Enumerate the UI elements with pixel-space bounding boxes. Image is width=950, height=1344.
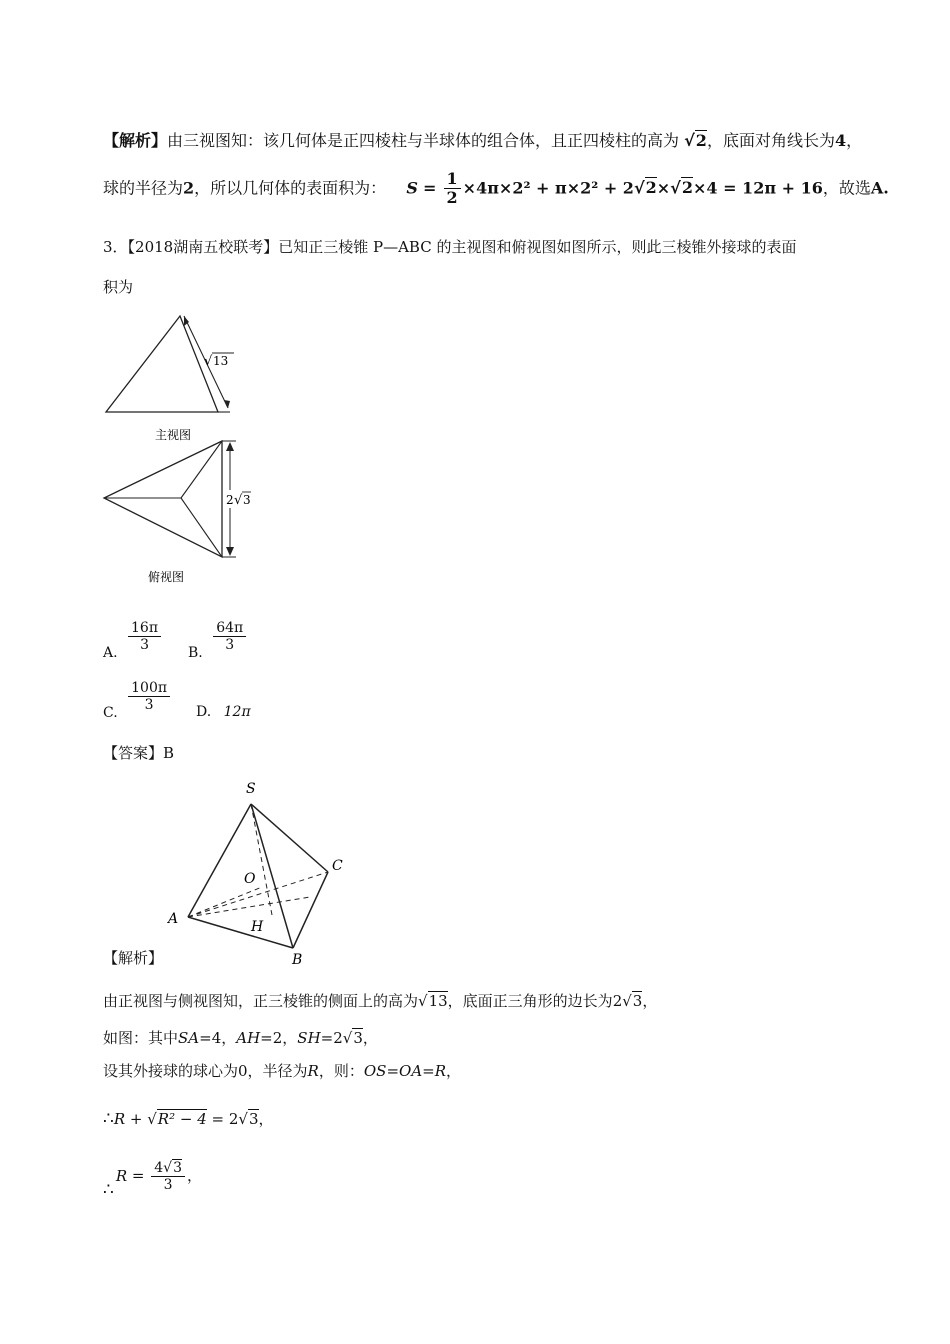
analysis1-text-d: 球的半径为 <box>103 178 184 198</box>
line2-sqrt3: 3 <box>353 1029 363 1047</box>
segment-ao <box>188 887 262 917</box>
top-view-edge-c <box>181 498 222 557</box>
front-view-caption: 主视图 <box>155 428 192 442</box>
sqrt-symbol: √ <box>163 1160 173 1176</box>
question3-source: 【2018湖南五校联考】 <box>127 238 279 256</box>
option-d-letter: D. <box>196 704 212 720</box>
option-a <box>103 620 163 661</box>
label-s: S <box>246 781 256 797</box>
analysis1-two: 2 <box>183 178 195 198</box>
therefore-symbol-1: ∴ <box>103 1109 114 1129</box>
option-d <box>196 704 251 720</box>
line2-c: =2， <box>260 1029 298 1047</box>
option-b-letter: B. <box>188 644 203 661</box>
analysis2-line3 <box>103 1060 461 1081</box>
analysis1-text-f: ，故选 <box>822 178 871 198</box>
eq1-sqrt3: 3 <box>248 1110 259 1128</box>
sqrt-symbol: √ <box>418 992 428 1010</box>
equation-2 <box>103 1160 203 1200</box>
analysis2-line1-c: ， <box>642 992 658 1010</box>
analysis2-line1 <box>103 990 657 1011</box>
eq1-r: R <box>113 1110 126 1128</box>
option-a-letter: A. <box>103 644 118 661</box>
top-coef: 2 <box>226 493 234 507</box>
option-b-den: 3 <box>225 637 235 654</box>
top-sqrt-value: 3 <box>243 493 251 507</box>
question3-line1 <box>103 236 796 257</box>
option-d-value: 12π <box>223 704 251 720</box>
sqrt-symbol: √ <box>238 1110 248 1128</box>
eq2-frac <box>151 1160 185 1193</box>
line2-e: ， <box>362 1029 378 1047</box>
formula-rest-b: 2 <box>645 178 657 198</box>
edge-ab <box>188 917 293 948</box>
equation-1 <box>103 1108 274 1129</box>
answer-label: 【答案】 <box>103 744 164 762</box>
line2-a: 如图：其中 <box>103 1029 179 1047</box>
answer-line <box>103 742 174 763</box>
line1-sqrt13: 13 <box>428 992 448 1010</box>
label-b: B <box>292 952 303 968</box>
option-c-den: 3 <box>144 697 154 714</box>
line2-ah: AH <box>236 1029 261 1047</box>
front-view-triangle <box>106 316 218 412</box>
label-o: O <box>244 871 256 887</box>
eq1-end: ， <box>258 1110 274 1128</box>
top-sqrt-symbol: √ <box>234 493 243 508</box>
line3-r: R <box>307 1062 319 1080</box>
option-a-num: 16π <box>128 620 161 637</box>
analysis1-answer: A. <box>870 178 889 198</box>
formula-eq: = <box>423 178 437 198</box>
line1-sqrt3: 3 <box>632 992 643 1010</box>
top-view-caption: 俯视图 <box>148 570 185 584</box>
arrow-head-top <box>226 442 234 451</box>
line3-oa: OA <box>399 1062 423 1080</box>
sqrt-symbol: √ <box>670 178 681 198</box>
analysis1-text-c: ， <box>846 131 863 150</box>
option-c-num: 100π <box>128 680 170 697</box>
option-b <box>188 620 248 661</box>
sqrt-symbol: √ <box>684 131 695 150</box>
analysis2-label: 【解析】 <box>103 949 164 967</box>
line3-r2: R <box>434 1062 447 1080</box>
analysis1-text-b: ，底面对角线长为 <box>706 131 835 150</box>
option-a-frac <box>128 620 161 653</box>
analysis1-four: 4 <box>834 131 847 150</box>
option-c <box>103 680 172 721</box>
analysis2-line1-a: 由正视图与侧视图知，正三棱锥的侧面上的高为 <box>103 992 419 1010</box>
segment-ah <box>188 897 310 917</box>
question3-line2: 积为 <box>103 278 134 296</box>
option-a-den: 3 <box>140 637 149 654</box>
line3-b: ，则： <box>318 1062 364 1080</box>
formula-rest-d: 2 <box>681 178 693 198</box>
formula-rest-a: ×4π×2² + π×2² + 2 <box>462 178 634 198</box>
option-b-num: 64π <box>213 620 246 637</box>
half-den: 2 <box>446 188 458 208</box>
analysis1-label: 【解析】 <box>103 131 168 150</box>
eq2-num-coef: 4 <box>154 1160 164 1176</box>
label-c: C <box>332 858 343 874</box>
line1-coef: 2 <box>612 992 623 1010</box>
eq1-plus: + <box>125 1110 148 1128</box>
line2-sh: SH <box>297 1029 321 1047</box>
line3-e: ， <box>446 1062 462 1080</box>
eq1-sqrt: R² − 4 <box>157 1110 207 1128</box>
front-view-figure <box>100 308 250 443</box>
formula-rest-e: ×4 = 12π + 16 <box>692 178 823 198</box>
analysis1-line2 <box>103 170 889 208</box>
analysis2-line2 <box>103 1027 378 1048</box>
line3-os: OS <box>363 1062 387 1080</box>
question3-number: 3． <box>103 238 128 256</box>
analysis2-line1-b: ，底面正三角形的边长为 <box>447 992 613 1010</box>
half-num: 1 <box>444 170 461 189</box>
eq2-num <box>151 1160 185 1177</box>
eq2-eq: = <box>127 1166 150 1185</box>
eq2-num-sqrt: 3 <box>173 1160 182 1176</box>
front-sqrt-value: 13 <box>213 354 229 368</box>
question3-text: 已知正三棱锥 P—ABC 的主视图和俯视图如图所示，则此三棱锥外接球的表面 <box>278 238 797 256</box>
line3-d: = <box>422 1062 435 1080</box>
sqrt-symbol: √ <box>622 992 632 1010</box>
analysis1-line1 <box>103 128 862 151</box>
top-view-edge-a <box>181 441 222 498</box>
analysis1-sqrt2: 2 <box>695 131 707 150</box>
analysis1-text-a: 由三视图知：该几何体是正四棱柱与半球体的组合体，且正四棱柱的高为 <box>167 131 680 150</box>
option-c-letter: C. <box>103 704 118 721</box>
line2-sa: SA <box>178 1029 200 1047</box>
line3-c: = <box>386 1062 400 1080</box>
analysis1-text-e: ，所以几何体的表面积为： <box>194 178 387 198</box>
line3-a: 设其外接球的球心为0，半径为 <box>103 1062 308 1080</box>
eq2-end: ， <box>187 1166 203 1185</box>
label-a: A <box>168 911 179 927</box>
eq2-den: 3 <box>163 1177 173 1194</box>
option-c-frac <box>128 680 170 713</box>
arrow-head-bottom <box>226 547 234 556</box>
top-view-triangle <box>104 441 222 557</box>
eq1-eq: = 2 <box>206 1110 239 1128</box>
top-view-figure <box>100 438 260 588</box>
edge-sc <box>251 804 328 872</box>
line2-d: =2 <box>320 1029 343 1047</box>
front-sqrt-symbol: √ <box>204 354 213 369</box>
formula-s: S <box>406 178 418 198</box>
sqrt-symbol: √ <box>147 1110 157 1128</box>
line2-b: =4， <box>199 1029 237 1047</box>
sqrt-symbol: √ <box>342 1029 353 1047</box>
eq2-r: R <box>115 1166 128 1185</box>
formula-rest-c: × <box>656 178 671 198</box>
option-b-frac <box>213 620 246 653</box>
label-h: H <box>251 919 264 935</box>
therefore-symbol-2: ∴ <box>103 1179 114 1200</box>
answer-value: B <box>163 744 175 762</box>
edge-bc <box>293 872 328 948</box>
formula-half <box>444 170 461 208</box>
sqrt-symbol: √ <box>633 178 645 198</box>
pyramid-figure <box>160 775 360 970</box>
